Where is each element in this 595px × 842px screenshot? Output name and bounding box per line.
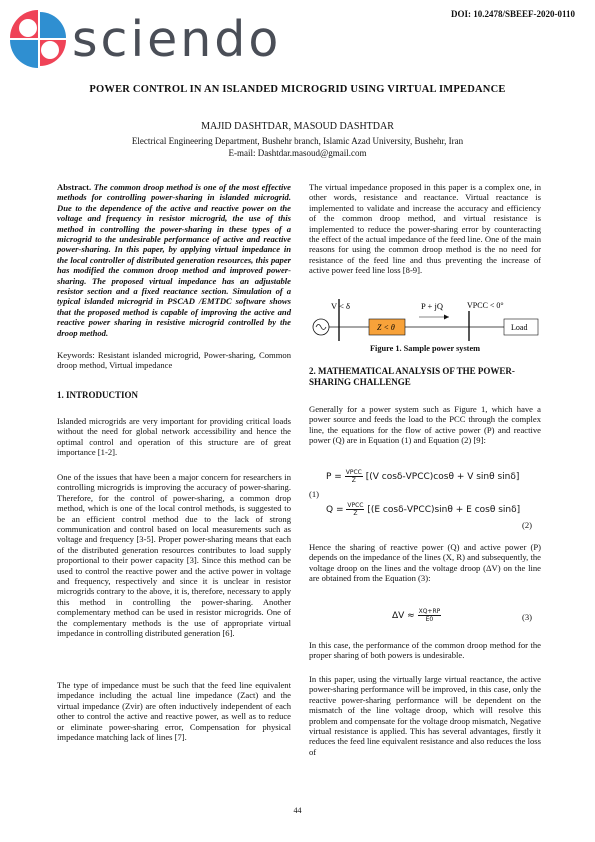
right-paragraph-4: In this case, the performance of the common droop method for the proper sharing of both powers is undesirable. [309, 640, 541, 661]
paper-authors: MAJID DASHTDAR, MASOUD DASHTDAR [201, 121, 394, 132]
sciendo-logo [6, 6, 306, 72]
right-paragraph-3: Hence the sharing of reactive power (Q) and active power (P) depends on the impedance of the lines (X, R) and subsequently, the voltage droop on the lines and the voltage droop (ΔV) on the line are obtained from the Equation (3): [309, 542, 541, 584]
logo-mark-icon [6, 6, 68, 72]
source-label: V < δ [331, 301, 351, 311]
power-label: P + jQ [421, 301, 443, 311]
equation-3-number: (3) [522, 612, 533, 622]
page-number: 44 [293, 806, 302, 815]
abstract-label: Abstract. [57, 182, 92, 192]
figure-1-caption: Figure 1. Sample power system [369, 344, 481, 353]
logo-text: sciendo [72, 11, 282, 68]
right-paragraph-2: Generally for a power system such as Figure 1, which have a power source and feeds the load to the PCC through the complex line, the equations for the flow of active power (P) and reactive power (Q) are in Equation (1) and Equation (2) [9]: [309, 404, 541, 446]
paper-title: POWER CONTROL IN AN ISLANDED MICROGRID USING VIRTUAL IMPEDANCE [89, 84, 506, 95]
intro-heading: 1. INTRODUCTION [57, 390, 139, 400]
load-label: Load [511, 323, 528, 332]
right-paragraph-5: In this paper, using the virtually large virtual reactance, the active power-sharing performance will be improved, in this case, only the reactive power-sharing performance will be dependent on the mismatch of the line voltage droop, which will resolve this problem and compensate for the voltage droop mismatch, Negative virtual resistance is applied. This has several advantages, firstly it reduces the feed line equivalent resistance and also reduces the loss of [309, 674, 541, 757]
power-system-diagram [309, 297, 541, 345]
intro-paragraph-3: The type of impedance must be such that the feed line equivalent impedance including the actual line impedance (Zact) and the virtual impedance (Zvir) are often inductively independent of each other to control the active and reactive power, as well as to reduce or eliminate power-sharing error, Compensation for physical impedance matching lack of lines [7]. [57, 680, 291, 743]
intro-paragraph-2: One of the issues that have been a major concern for researchers in controlling microgrids is improving the accuracy of power-sharing. Therefore, for the control of power-sharing, a common drop method, which is one of the local control methods, is suggested to be an efficient control method due to the lack of strong communication and control based on local measurements such as voltage and frequency [3-5]. Proper power-sharing means that each of the distributed generation resources contributes to load supply proportional to their power capacity [3]. Since this method can be used to control the reactive power and the active power in voltage and frequency, respectively and since it is unclear in resistor microgrids contrary to the above, it is, therefore, necessary to apply this method in controlling the power-sharing. Another complementary method can be used in resistor microgrids. One of the complementary methods is the use of appropriate virtual impedance in controlling distributed generation [6]. [57, 472, 291, 639]
equation-2: Q = $\frac{\text{VPCC}}{Z}$ [(E cosδ-VPCC)sinθ + E cosθ sinδ] [326, 502, 521, 517]
pcc-label: VPCC < 0° [467, 301, 504, 310]
equation-2-number: (2) [522, 520, 533, 530]
keywords: Keywords: Resistant islanded microgrid, Power-sharing, Common droop method, Virtual impedance [57, 350, 291, 371]
equation-1: P = $\frac{\text{VPCC}}{Z}$ [(V cosδ-VPCC)cosθ + V sinθ sinδ] [326, 469, 520, 484]
right-paragraph-1: The virtual impedance proposed in this paper is a complex one, in other words, resistance and reactance. Virtual reactance is implemented to validate and increase the accuracy and efficiency of the common droop method, and virtual resistance is implemented to reduce the power-sharing error by counteracting the effect of the actual impedance of the feed line. One of the main reasons for using the common droop method is the no need for resistance of the feed line and thus preventing the increase of active power feed line loss [8-9]. [309, 182, 541, 276]
paper-affiliation: Electrical Engineering Department, Bushehr branch, Islamic Azad University, Bushehr, Iran [131, 136, 464, 146]
section-2-heading: 2. MATHEMATICAL ANALYSIS OF THE POWER-SHARING CHALLENGE [309, 366, 515, 387]
equation-3: ΔV ≈ $\frac{XQ+RP}{E0}$ [392, 608, 441, 623]
paper-email: E-mail: Dashtdar.masoud@gmail.com [228, 148, 367, 158]
figure-1-diagram [309, 297, 541, 345]
abstract-block [57, 182, 291, 338]
doi-label: DOI: 10.2478/SBEEF-2020-0110 [450, 9, 575, 19]
equation-1-number: (1) [309, 489, 320, 499]
abstract-text: The common droop method is one of the most effective methods for controlling power-sharing in islanded microgrid. Due to the dependence of the active and reactive power on the voltage and frequency in resistor microgrid, the use of this method in controlling the power-sharing in these types of a microgrid to the undesirable performance of active and reactive power-sharing. In this paper, by applying virtual impedance in the local controller of distributed generation resources, this paper has modified the common droop method and improved power-sharing. The proposed virtual impedance has an adjustable resistor section and a fixed reactance section. Simulation of a typical islanded microgrid in PSCAD /EMTDC software shows that the proposed method is capable of improving the active and reactive power sharing in resistive microgrid controlled by the droop method. [57, 182, 291, 338]
impedance-label: Z < θ [377, 323, 395, 332]
intro-paragraph-1: Islanded microgrids are very important for providing critical loads without the need for global network accessibility and hence the optimal control and operation of this structure are of great importance [1-2]. [57, 416, 291, 458]
